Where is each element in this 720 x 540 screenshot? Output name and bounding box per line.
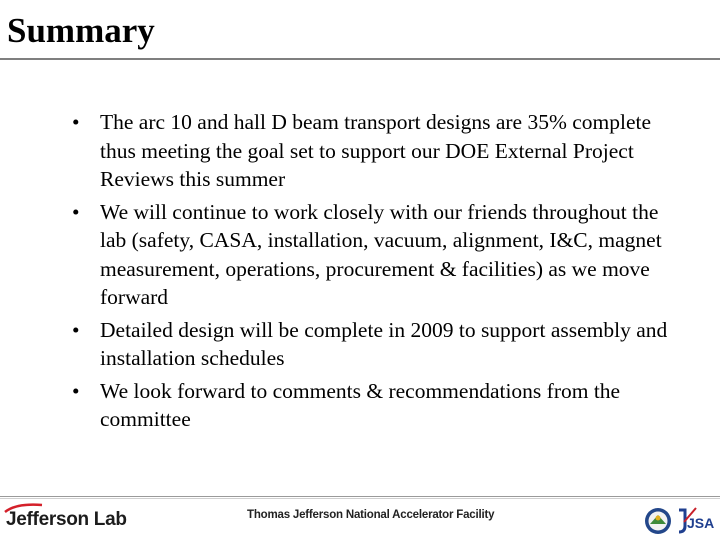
title-divider	[0, 58, 720, 60]
seal-sun	[656, 516, 661, 521]
bullet-text: Detailed design will be complete in 2009 to support assembly and installation schedules	[100, 317, 668, 370]
jefferson-lab-logo: Jefferson Lab	[6, 509, 127, 530]
slide-title: Summary	[7, 11, 155, 50]
doe-seal-icon	[644, 507, 672, 535]
bullet-list	[72, 108, 672, 438]
footer-divider-light	[0, 498, 720, 499]
facility-name: Thomas Jefferson National Accelerator Facility	[247, 509, 495, 521]
bullet-item	[72, 108, 672, 194]
bullet-marker: •	[72, 110, 80, 134]
bullet-item	[72, 198, 672, 312]
footer-divider	[0, 496, 720, 497]
jsa-text: JSA	[687, 515, 715, 531]
bullet-text: The arc 10 and hall D beam transport designs are 35% complete thus meeting the goal set to support our DOE External Project Reviews this summer	[100, 110, 652, 191]
bullet-text: We will continue to work closely with our friends throughout the lab (safety, CASA, installation, vacuum, alignment, I&C, magnet measurement, operations, procurement & facilities) as we move forward	[100, 199, 662, 309]
jsa-logo	[676, 504, 716, 536]
bullet-item	[72, 316, 672, 373]
bullet-marker: •	[72, 378, 80, 403]
bullet-marker: •	[72, 199, 80, 224]
bullet-text: We look forward to comments & recommendations from the committee	[100, 378, 621, 431]
bullet-item	[72, 377, 672, 434]
bullet-marker: •	[72, 317, 80, 342]
